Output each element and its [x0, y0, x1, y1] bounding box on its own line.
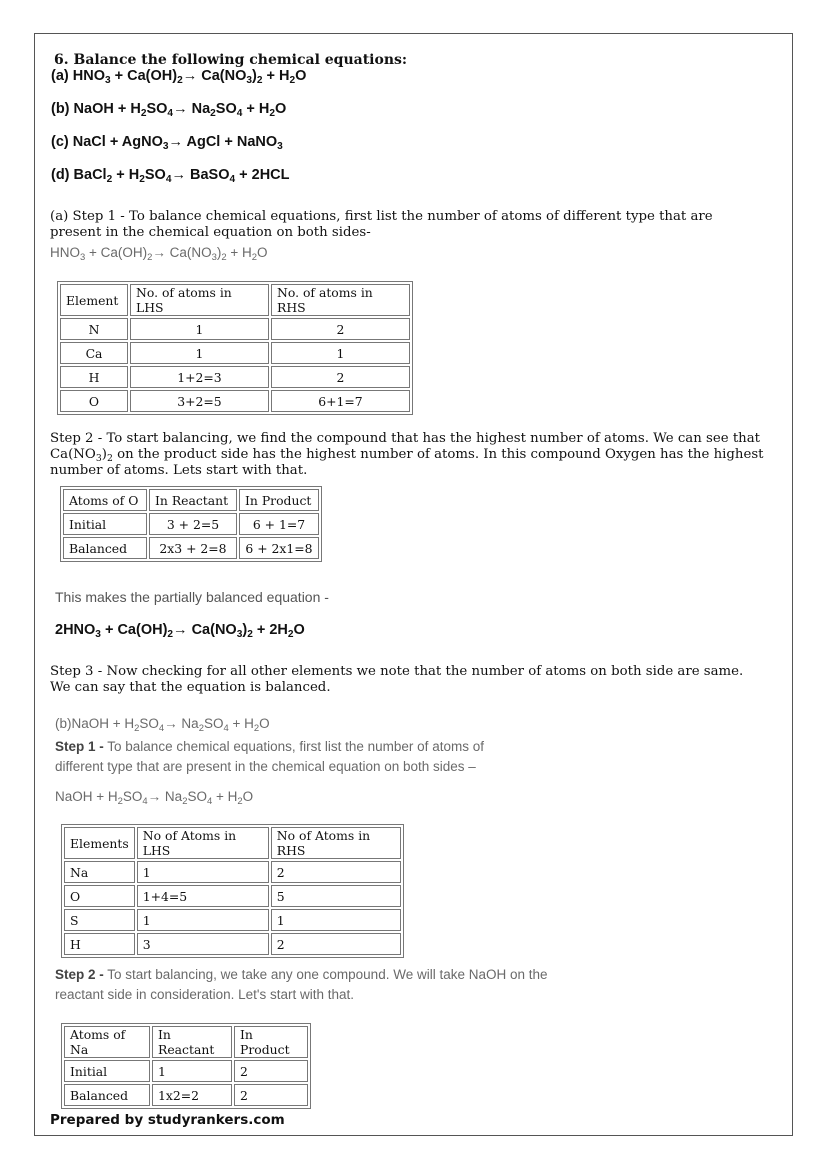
subscript: 4 [223, 723, 229, 734]
formula-text: + H [262, 68, 290, 84]
formula-text: Step 2 - To start balancing, we find the compound that has the highest number of atoms. We can see that Ca(NO [50, 431, 760, 462]
table-cell: 3 + 2=5 [149, 513, 237, 535]
part-b-step2-label: Step 2 - [55, 967, 104, 982]
table-row [63, 537, 319, 559]
table-header-row [64, 1026, 308, 1058]
formula-text: + Ca(OH) [110, 68, 178, 84]
partial-balanced-equation [55, 622, 305, 638]
subscript: 2 [106, 453, 113, 464]
formula-text: (b)NaOH + H [55, 716, 135, 731]
formula-text: O [259, 716, 270, 731]
table-cell: 1 [137, 909, 269, 931]
part-b-step2 [55, 965, 565, 1005]
table-cell: 2 [234, 1084, 308, 1106]
part-a-step3: Step 3 - Now checking for all other elements we note that the number of atoms on both side are same. We can say that the equation is balanced. [50, 664, 744, 695]
question-title: 6. Balance the following chemical equations: [54, 52, 408, 68]
formula-text: SO [144, 167, 166, 183]
equation-c [51, 134, 283, 150]
part-a-step1: (a) Step 1 - To balance chemical equations, first list the number of atoms of different type that are present in the chemical equation on both sides- [50, 209, 713, 240]
table-cell: 1 [130, 318, 269, 340]
formula-text: + H [228, 716, 254, 731]
part-b-atoms-table [61, 824, 404, 958]
table-cell: N [60, 318, 128, 340]
formula-text: (a) HNO [51, 68, 105, 84]
formula-text: on the product side has the highest number of atoms. In this compound Oxygen has the highest number of atoms. Lets start with that. [50, 447, 764, 478]
formula-text: HNO [50, 245, 80, 260]
formula-text: → Na [147, 789, 183, 804]
table-header-cell: In Product [239, 489, 319, 511]
table-cell: 1x2=2 [152, 1084, 232, 1106]
subscript: 4 [142, 796, 148, 807]
subscript: 3 [95, 453, 102, 464]
table-cell: 6+1=7 [271, 390, 410, 412]
table-cell: 2 [234, 1060, 308, 1082]
formula-text: O [257, 245, 268, 260]
formula-text: + H [212, 789, 238, 804]
part-b-sodium-table [61, 1023, 311, 1109]
formula-text: + H [226, 245, 252, 260]
subscript: 3 [80, 252, 86, 263]
formula-text: SO [203, 716, 224, 731]
subscript: 2 [269, 108, 276, 119]
table-cell: 5 [271, 885, 401, 907]
table-header-cell: No of Atoms in LHS [137, 827, 269, 859]
subscript: 3 [95, 629, 101, 640]
part-a-atoms-table [57, 281, 413, 415]
part-b-step1-label: Step 1 - [55, 739, 104, 754]
formula-text: ) [242, 622, 248, 638]
subscript: 2 [253, 723, 260, 734]
part-b-step1-text: To balance chemical equations, first list the number of atoms of different type that are present in the chemical equation on both sides – [55, 739, 484, 774]
part-b-step2-text: To start balancing, we take any one compound. We will take NaOH on the reactant side in consideration. Let's start with that. [55, 967, 548, 1002]
formula-text: → BaSO [171, 167, 230, 183]
table-row [64, 861, 401, 883]
formula-text: → Ca(NO [173, 622, 237, 638]
formula-text: → Na [164, 716, 199, 731]
table-header-cell: In Reactant [149, 489, 237, 511]
subscript: 2 [287, 629, 294, 640]
table-cell: 2 [271, 861, 401, 883]
subscript: 4 [158, 723, 165, 734]
subscript: 2 [289, 75, 296, 86]
formula-text: ) [252, 68, 257, 84]
partial-balance-text: This makes the partially balanced equation - [55, 589, 329, 605]
table-cell: Initial [64, 1060, 150, 1082]
formula-text: → Ca(NO [182, 68, 247, 84]
table-row [63, 513, 319, 535]
subscript: 4 [206, 796, 213, 807]
table-cell: 3 [137, 933, 269, 955]
part-a-oxygen-table [60, 486, 322, 562]
formula-text: O [242, 789, 254, 804]
table-row [60, 390, 410, 412]
subscript: 2 [139, 174, 145, 185]
table-header-cell: Atoms of O [63, 489, 147, 511]
formula-text: + 2HCL [235, 167, 290, 183]
table-header-row [63, 489, 319, 511]
table-row [64, 933, 401, 955]
table-row [60, 342, 410, 364]
part-b-step1 [55, 737, 525, 777]
subscript: 2 [177, 75, 183, 86]
formula-text: SO [122, 789, 143, 804]
formula-text: SO [215, 101, 237, 117]
formula-text: + Ca(OH) [100, 622, 168, 638]
subscript: 2 [140, 108, 147, 119]
formula-text: + H [112, 167, 140, 183]
table-header-row [60, 284, 410, 316]
table-cell: 1 [130, 342, 269, 364]
subscript: 4 [165, 174, 172, 185]
table-cell: H [64, 933, 135, 955]
table-row [64, 1084, 308, 1106]
table-header-cell: No. of atoms in RHS [271, 284, 410, 316]
subscript: 2 [117, 796, 123, 807]
formula-text: → Na [173, 101, 211, 117]
equation-b [51, 101, 286, 117]
table-cell: O [60, 390, 128, 412]
table-header-cell: Elements [64, 827, 135, 859]
formula-text: (c) NaCl + AgNO [51, 134, 163, 150]
formula-text: ) [216, 245, 222, 260]
table-header-cell: No. of atoms in LHS [130, 284, 269, 316]
table-cell: 6 + 2x1=8 [239, 537, 319, 559]
table-cell: Ca [60, 342, 128, 364]
table-cell: 3+2=5 [130, 390, 269, 412]
table-row [60, 318, 410, 340]
formula-text: SO [187, 789, 207, 804]
subscript: 3 [277, 141, 283, 152]
formula-text: + Ca(OH) [85, 245, 148, 260]
table-cell: Balanced [64, 1084, 150, 1106]
equation-a [51, 68, 306, 84]
part-a-equation [50, 245, 268, 263]
formula-text: (d) BaCl [51, 167, 107, 183]
subscript: 4 [167, 108, 174, 119]
subscript: 2 [247, 629, 253, 640]
formula-text: → Ca(NO [152, 245, 212, 260]
table-cell: Balanced [63, 537, 147, 559]
subscript: 3 [236, 629, 243, 640]
table-cell: O [64, 885, 135, 907]
formula-text: 2HNO [55, 622, 96, 638]
table-row [64, 885, 401, 907]
table-cell: Initial [63, 513, 147, 535]
table-cell: 1 [271, 342, 410, 364]
table-header-cell: In Product [234, 1026, 308, 1058]
subscript: 2 [106, 174, 113, 185]
formula-text: → AgCl + NaNO [168, 134, 278, 150]
subscript: 2 [221, 252, 227, 263]
table-cell: Na [64, 861, 135, 883]
footer-credit: Prepared by studyrankers.com [50, 1112, 285, 1128]
subscript: 3 [162, 141, 169, 152]
formula-text: + 2H [252, 622, 288, 638]
subscript: 2 [256, 75, 263, 86]
subscript: 2 [210, 108, 216, 119]
table-cell: 2x3 + 2=8 [149, 537, 237, 559]
formula-text: (b) NaOH + H [51, 101, 141, 117]
part-b-equation [55, 789, 254, 807]
subscript: 2 [147, 252, 153, 263]
part-a-step2 [50, 431, 765, 479]
subscript: 2 [198, 723, 204, 734]
formula-text: NaOH + H [55, 789, 118, 804]
table-cell: 1 [271, 909, 401, 931]
table-header-row [64, 827, 401, 859]
table-cell: 2 [271, 366, 410, 388]
subscript: 2 [251, 252, 258, 263]
formula-text: O [275, 101, 287, 117]
table-header-cell: No of Atoms in RHS [271, 827, 401, 859]
part-b-heading [55, 716, 270, 734]
subscript: 3 [211, 252, 217, 263]
table-header-cell: Element [60, 284, 128, 316]
formula-text: O [293, 622, 305, 638]
subscript: 4 [236, 108, 243, 119]
table-row [60, 366, 410, 388]
table-cell: 1 [152, 1060, 232, 1082]
table-header-cell: In Reactant [152, 1026, 232, 1058]
subscript: 4 [229, 174, 236, 185]
table-cell: 2 [271, 318, 410, 340]
table-cell: S [64, 909, 135, 931]
subscript: 3 [246, 75, 253, 86]
formula-text: ) [101, 447, 107, 462]
subscript: 2 [134, 723, 140, 734]
table-row [64, 909, 401, 931]
subscript: 3 [104, 75, 111, 86]
formula-text: SO [139, 716, 159, 731]
table-cell: 6 + 1=7 [239, 513, 319, 535]
table-cell: H [60, 366, 128, 388]
table-cell: 1 [137, 861, 269, 883]
subscript: 2 [182, 796, 188, 807]
formula-text: + H [242, 101, 270, 117]
formula-text: O [295, 68, 307, 84]
table-header-cell: Atoms of Na [64, 1026, 150, 1058]
equation-d [51, 167, 290, 183]
table-row [64, 1060, 308, 1082]
subscript: 2 [237, 796, 243, 807]
table-cell: 2 [271, 933, 401, 955]
formula-text: SO [146, 101, 168, 117]
table-cell: 1+4=5 [137, 885, 269, 907]
subscript: 2 [167, 629, 174, 640]
table-cell: 1+2=3 [130, 366, 269, 388]
